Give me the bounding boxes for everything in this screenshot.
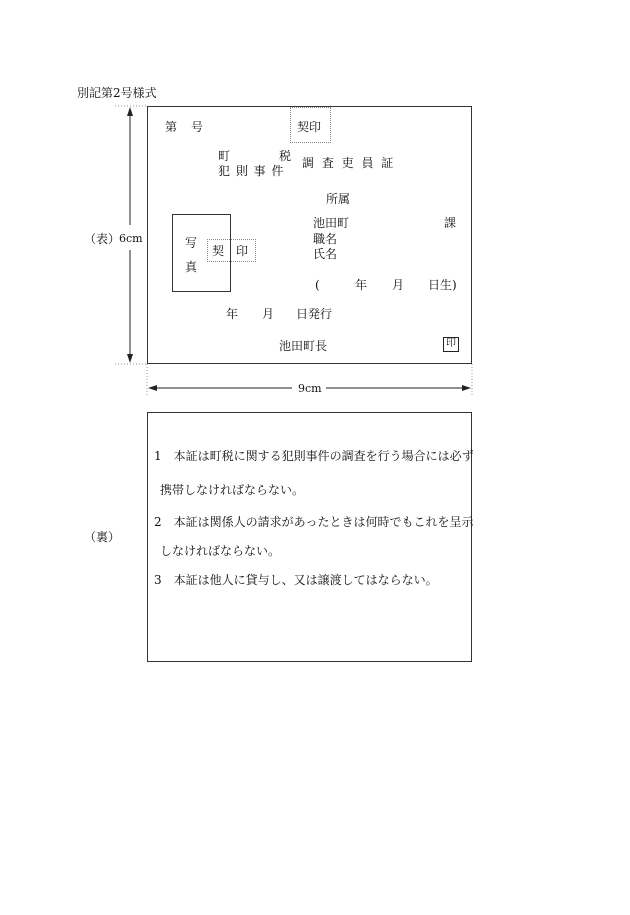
card-title: 調 査 吏 員 証 <box>302 156 396 170</box>
affiliation-label: 所属 <box>326 192 351 206</box>
front-card <box>147 106 472 364</box>
issue-day: 日発行 <box>296 307 333 321</box>
title-field-label: 職名 <box>313 232 338 246</box>
name-field-label: 氏名 <box>313 247 338 261</box>
back-item-1-line-1: 1 本証は町税に関する犯則事件の調査を行う場合には必ず <box>154 449 474 463</box>
title-line1-zei: 税 <box>279 149 292 163</box>
number-dai: 第 <box>165 120 178 134</box>
photo-seal-in: 印 <box>236 244 249 258</box>
issuer: 池田町長 <box>279 339 328 353</box>
birth-year: 年 <box>355 278 368 292</box>
title-line2: 犯 則 事 件 <box>218 164 285 178</box>
side-back-label: （裏） <box>84 530 121 544</box>
issue-month: 月 <box>262 307 275 321</box>
back-item-1-line-2: 携帯しなければならない。 <box>160 483 305 497</box>
title-line1-machi: 町 <box>218 149 231 163</box>
form-label: 別記第2号様式 <box>77 86 157 100</box>
dimension-height: 6cm <box>119 232 143 245</box>
back-item-2-line-1: 2 本証は関係人の請求があったときは何時でもこれを呈示 <box>154 515 474 529</box>
side-front-label: （表） <box>84 232 121 246</box>
issue-year: 年 <box>226 307 239 321</box>
back-card <box>147 412 472 662</box>
photo-label-sha: 写 <box>185 236 198 250</box>
number-go: 号 <box>191 120 204 134</box>
top-seal-text: 契印 <box>297 120 322 134</box>
birth-month: 月 <box>392 278 405 292</box>
back-item-2-line-2: しなければならない。 <box>160 544 281 558</box>
department-town: 池田町 <box>313 216 350 230</box>
photo-label-shin: 真 <box>185 260 198 274</box>
birth-day: 日生) <box>428 278 457 292</box>
photo-seal-kei: 契 <box>212 244 225 258</box>
back-item-3-line-1: 3 本証は他人に貸与し、又は譲渡してはならない。 <box>154 573 438 587</box>
official-stamp: 印 <box>443 337 459 352</box>
birth-open: ( <box>315 278 320 292</box>
department-ka: 課 <box>444 216 457 230</box>
dimension-width: 9cm <box>298 382 322 395</box>
